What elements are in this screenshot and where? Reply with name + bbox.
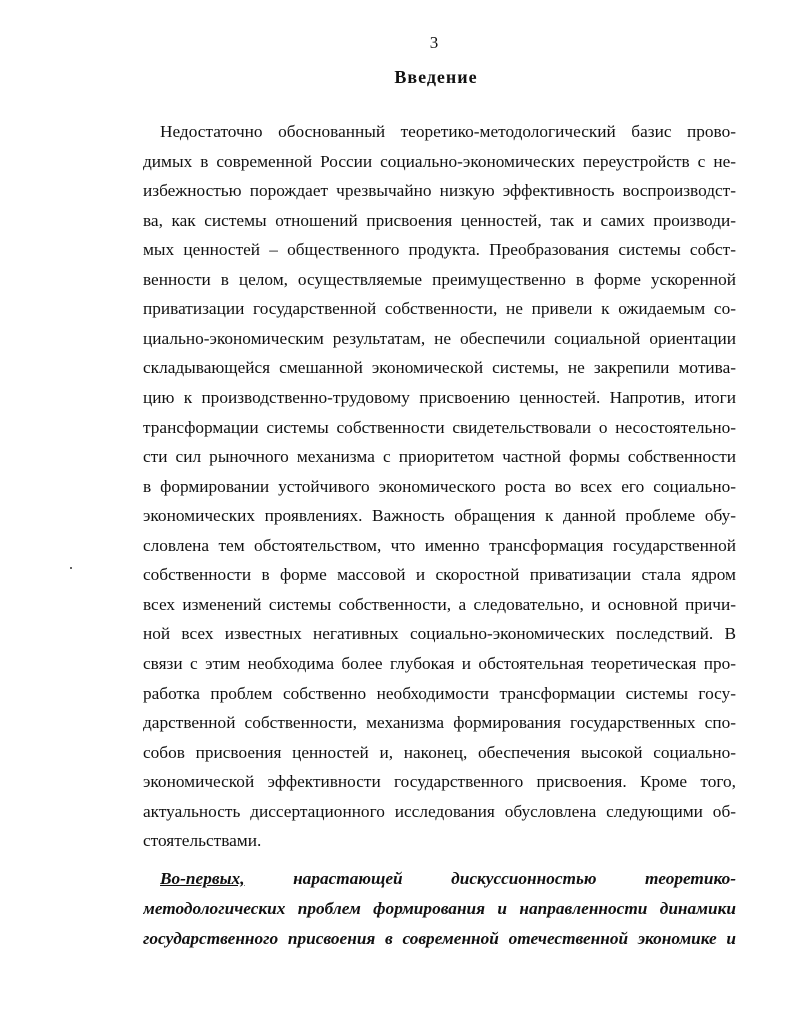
paragraph-line: складывающейся смешанной экономической системы, не закрепили мотива-: [143, 358, 736, 378]
paragraph-line: актуальность диссертационного исследования обусловлена следующими об-: [143, 801, 736, 821]
paragraph-line: собственности в форме массовой и скоростной приватизации стала ядром: [143, 565, 736, 585]
paragraph-line: циально-экономическим результатам, не обеспечили социальной ориентации: [143, 328, 736, 348]
paragraph-line: трансформации системы собственности свидетельствовали о несостоятельно-: [143, 417, 736, 437]
paragraph-line: [160, 868, 736, 890]
page-number: 3: [429, 33, 439, 52]
paragraph-line: венности в целом, осуществляемые преимущественно в форме ускоренной: [143, 269, 736, 289]
paragraph-line: работка проблем собственно необходимости трансформации системы госу-: [143, 683, 736, 703]
paragraph-line: дарственной собственности, механизма формирования государственных спо-: [143, 713, 736, 732]
paragraph-line: избежностью порождает чрезвычайно низкую эффективность воспроизводст-: [143, 181, 736, 201]
paragraph-line: экономических проявлениях. Важность обращения к данной проблеме обу-: [143, 506, 736, 526]
paragraph-line: ной всех известных негативных социально-экономических последствий. В: [143, 624, 736, 644]
paragraph-line: цию к производственно-трудовому присвоению ценностей. Напротив, итоги: [143, 387, 736, 407]
paragraph-line: методологических проблем формирования и направленности динамики: [143, 899, 736, 918]
paragraph-line: всех изменений системы собственности, а следовательно, и основной причи-: [143, 594, 736, 614]
paragraph-line: в формировании устойчивого экономического роста во всех его социально-: [143, 476, 736, 496]
paragraph-line: сти сил рыночного механизма с приоритетом частной формы собственности: [143, 447, 736, 467]
paragraph-line: мых ценностей – общественного продукта. Преобразования системы собст-: [143, 240, 736, 260]
paragraph-line: Недостаточно обоснованный теоретико-методологический базис прово-: [160, 122, 736, 141]
paragraph-line: словлена тем обстоятельством, что именно трансформация государственной: [143, 535, 736, 555]
paragraph-line: ва, как системы отношений присвоения ценностей, так и самих производи-: [143, 210, 736, 230]
page-title: Введение: [394, 67, 478, 87]
lead-word: Во-первых,: [160, 869, 245, 888]
first-line-rest: нарастающей дискуссионностью теоретико-: [293, 869, 736, 888]
paragraph-line: связи с этим необходима более глубокая и обстоятельная теоретическая про-: [143, 653, 736, 673]
paragraph-line: экономической эффективности государственного присвоения. Кроме того,: [143, 772, 736, 792]
paragraph-line: приватизации государственной собственности, не привели к ожидаемым со-: [143, 299, 736, 319]
paragraph-line: собов присвоения ценностей и, наконец, обеспечения высокой социально-: [143, 742, 736, 762]
paragraph-line: димых в современной России социально-экономических переустройств с не-: [143, 151, 736, 171]
scan-speck: [70, 567, 72, 569]
paragraph-line: государственного присвоения в современной отечественной экономике и: [143, 929, 736, 948]
paragraph-line: стоятельствами.: [143, 831, 262, 851]
